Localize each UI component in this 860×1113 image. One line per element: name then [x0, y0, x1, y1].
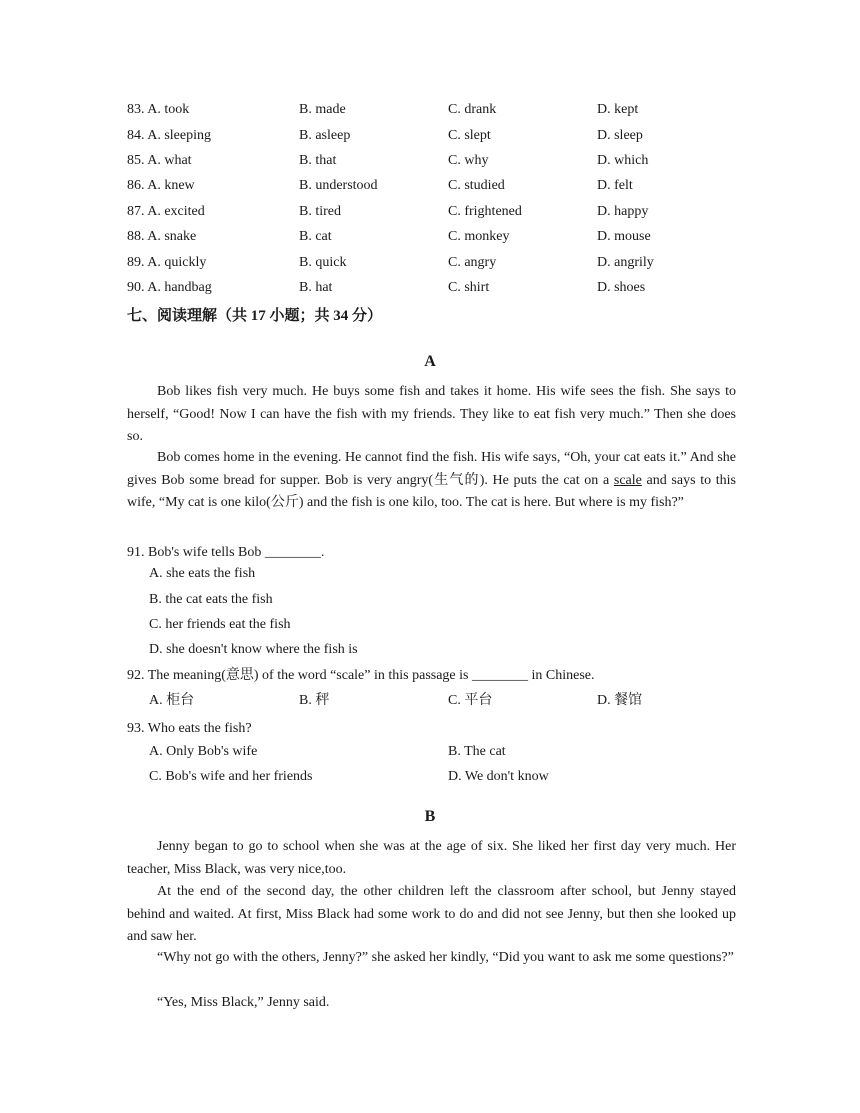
option-c: C. monkey: [448, 229, 510, 244]
option-c: C. why: [448, 153, 489, 168]
option-row-87: [127, 202, 747, 222]
q91-option-b: B. the cat eats the fish: [149, 592, 273, 607]
question-93: 93. Who eats the fish?: [127, 721, 252, 736]
question-91: 91. Bob's wife tells Bob ________.: [127, 545, 325, 560]
option-b: B. understood: [299, 178, 378, 193]
q93-options-row-1: [149, 742, 769, 762]
passage-a-title: A: [424, 353, 436, 370]
q93-option-b: B. The cat: [448, 744, 506, 759]
option-b: B. hat: [299, 280, 333, 295]
option-c: C. angry: [448, 255, 497, 270]
underlined-word: scale: [613, 472, 642, 488]
option-d: D. felt: [597, 178, 633, 193]
option-a: 85. A. what: [127, 153, 192, 168]
q91-option-d: D. she doesn't know where the fish is: [149, 642, 358, 657]
option-b: B. tired: [299, 204, 341, 219]
option-d: D. mouse: [597, 229, 651, 244]
option-c: C. studied: [448, 178, 505, 193]
option-a: 86. A. knew: [127, 178, 195, 193]
option-row-86: [127, 176, 747, 196]
option-a: 90. A. handbag: [127, 280, 212, 295]
q92-option-a: A. 柜台: [149, 693, 195, 708]
option-a: 84. A. sleeping: [127, 128, 211, 143]
passage-b-paragraph-3: “Why not go with the others, Jenny?” she asked her kindly, “Did you want to ask me some questions?”: [157, 950, 734, 965]
option-a: 89. A. quickly: [127, 255, 207, 270]
passage-b-title: B: [424, 808, 436, 825]
option-row-84: [127, 126, 747, 146]
option-c: C. drank: [448, 102, 497, 117]
q92-option-d: D. 餐馆: [597, 693, 643, 708]
q92-option-c: C. 平台: [448, 693, 493, 708]
option-a: 88. A. snake: [127, 229, 197, 244]
q91-option-c: C. her friends eat the fish: [149, 617, 291, 632]
q93-option-c: C. Bob's wife and her friends: [149, 769, 313, 784]
passage-a-paragraph-1: Bob likes fish very much. He buys some fish and takes it home. His wife sees the fish. She says to herself, “Good! Now I can have the fish with my friends. They like to eat fish very much.” Then she does so.: [127, 384, 736, 444]
option-c: C. shirt: [448, 280, 490, 295]
option-row-90: [127, 278, 747, 298]
question-92: 92. The meaning(意思) of the word “scale” in this passage is ________ in Chinese.: [127, 668, 595, 683]
q93-option-d: D. We don't know: [448, 769, 549, 784]
q92-options: [149, 691, 769, 711]
q91-option-a: A. she eats the fish: [149, 566, 256, 581]
option-b: B. made: [299, 102, 346, 117]
q93-options-row-2: [149, 767, 769, 787]
passage-b-paragraph-2: At the end of the second day, the other children left the classroom after school, but Jenny stayed behind and waited. At first, Miss Black had some work to do and did not see Jenny, but then she looked up and saw her.: [127, 884, 736, 944]
option-b: B. that: [299, 153, 337, 168]
option-d: D. angrily: [597, 255, 654, 270]
option-a: 83. A. took: [127, 102, 190, 117]
section-heading: 七、阅读理解（共 17 小题；共 34 分）: [127, 308, 383, 324]
option-b: B. asleep: [299, 128, 351, 143]
passage-b-paragraph-1: Jenny began to go to school when she was at the age of six. She liked her first day very much. Her teacher, Miss Black, was very nice,too.: [127, 839, 736, 877]
option-row-83: [127, 100, 747, 120]
option-d: D. kept: [597, 102, 639, 117]
option-b: B. cat: [299, 229, 332, 244]
option-row-88: [127, 227, 747, 247]
option-b: B. quick: [299, 255, 347, 270]
option-row-89: [127, 253, 747, 273]
option-row-85: [127, 151, 747, 171]
passage-a-paragraph-2: [127, 447, 736, 515]
option-a: 87. A. excited: [127, 204, 205, 219]
option-d: D. happy: [597, 204, 649, 219]
option-d: D. shoes: [597, 280, 646, 295]
paragraph-text: and says to this wife, “My cat is one kilo(公斤) and the fish is one kilo, too. The cat is here. But where is my fish?”: [127, 472, 736, 510]
passage-b-paragraph-4: “Yes, Miss Black,” Jenny said.: [157, 995, 330, 1010]
q92-option-b: B. 秤: [299, 693, 330, 708]
option-d: D. sleep: [597, 128, 643, 143]
option-c: C. frightened: [448, 204, 522, 219]
option-d: D. which: [597, 153, 649, 168]
option-c: C. slept: [448, 128, 491, 143]
q93-option-a: A. Only Bob's wife: [149, 744, 258, 759]
paragraph-text: Bob comes home in the evening. He cannot find the fish. His wife says, “Oh, your cat eats it.” And she gives Bob some bread for supper. Bob is very angry(生气的). He puts the cat on a: [127, 450, 736, 488]
